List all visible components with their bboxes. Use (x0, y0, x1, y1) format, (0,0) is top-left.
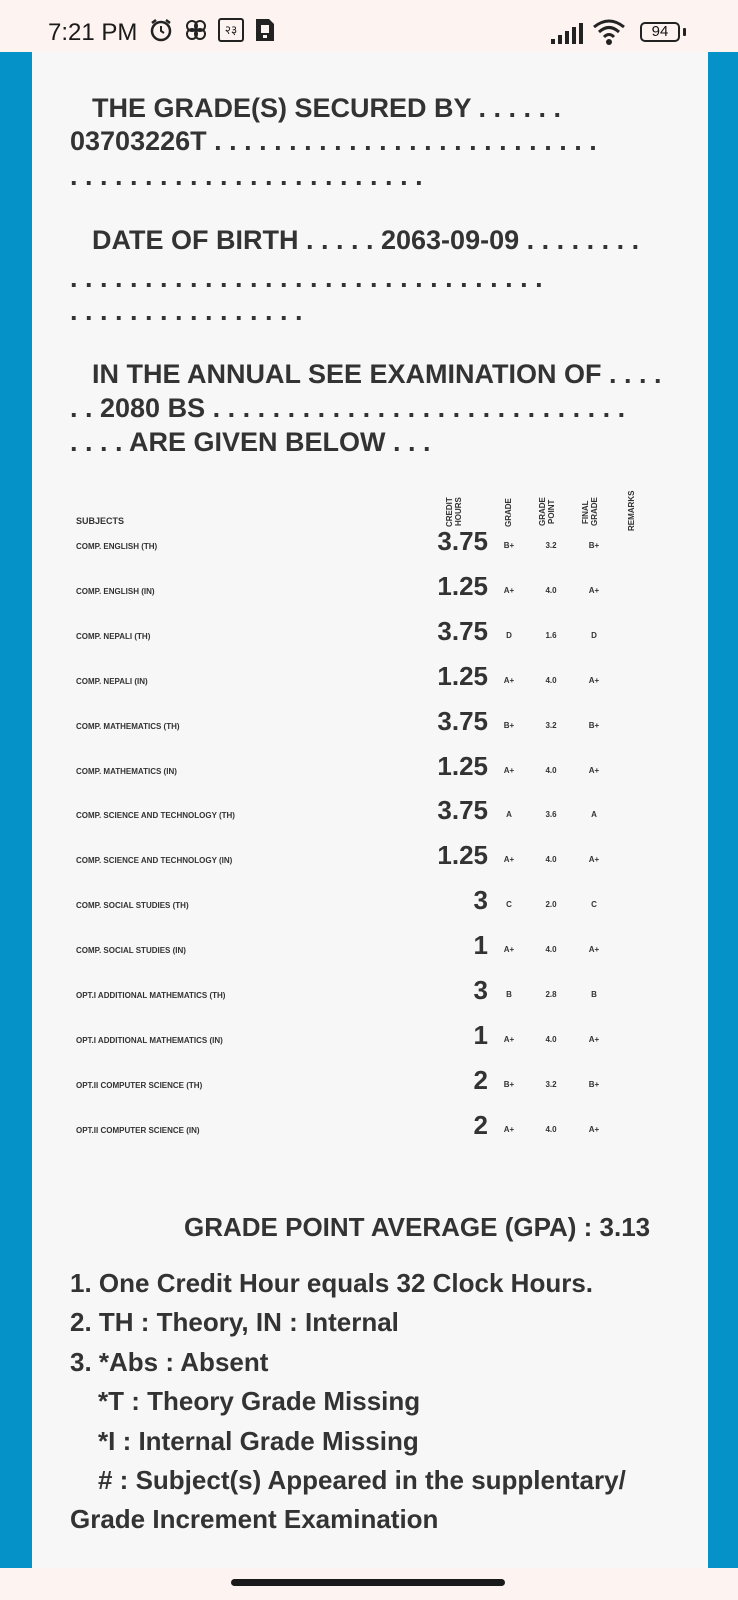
final-grade-cell: A+ (588, 765, 600, 775)
grade-cell: A+ (503, 765, 515, 775)
table-row (32, 750, 708, 799)
credit-hours-cell: 3.75 (437, 705, 488, 736)
pinwheel-icon (183, 17, 209, 43)
secured-by-line: THE GRADE(S) SECURED BY . . . . . . (92, 93, 562, 123)
status-time: 7:21 PM (48, 19, 138, 46)
grade-point-cell: 2.8 (545, 990, 557, 999)
header-grade: GRADE (504, 498, 513, 528)
credit-hours-cell: 3 (473, 975, 488, 1005)
dots-line: . . . . . . . . . . . . . . . . . . . . . . . . . . . . . . . . (70, 263, 543, 293)
subject-cell: COMP. ENGLISH (IN) (76, 586, 155, 596)
credit-hours-cell: 1 (473, 1019, 488, 1050)
date-of-birth-line: DATE OF BIRTH . . . . . 2063-09-09 . . . . . . . . (92, 225, 640, 255)
subject-cell: COMP. SCIENCE AND TECHNOLOGY (TH) (76, 811, 235, 821)
final-grade-cell: A+ (588, 675, 600, 685)
table-row (32, 570, 708, 619)
grade-point-cell: 4.0 (545, 675, 557, 685)
grade-point-cell: 4.0 (545, 1124, 557, 1134)
header-credit-hours: CREDIT HOURS (445, 497, 463, 527)
table-row (32, 1019, 708, 1068)
grade-cell: A+ (503, 1034, 515, 1044)
grade-point-cell: 4.0 (545, 855, 557, 865)
credit-hours-cell: 3 (473, 885, 488, 916)
grade-point-cell: 3.2 (545, 541, 557, 550)
final-grade-cell: B+ (588, 720, 600, 730)
gpa-summary: GRADE POINT AVERAGE (GPA) : 3.13 (184, 1212, 651, 1242)
credit-hours-cell: 1.25 (437, 660, 488, 691)
subject-cell: COMP. SOCIAL STUDIES (IN) (76, 946, 186, 956)
table-row (32, 885, 708, 933)
navigation-bar (0, 1568, 738, 1600)
subject-cell: COMP. NEPALI (TH) (76, 631, 151, 641)
signal-icon (551, 22, 585, 44)
note-3: 3. *Abs : Absent (70, 1347, 269, 1377)
grade-point-cell: 3.2 (545, 720, 557, 730)
note-grade-increment: Grade Increment Examination (70, 1504, 439, 1534)
final-grade-cell: D (591, 630, 597, 640)
table-row (32, 840, 708, 888)
final-grade-cell: B (591, 990, 597, 999)
grade-point-cell: 2.0 (545, 900, 557, 910)
header-remarks: REMARKS (627, 490, 636, 532)
subject-cell: OPT.II COMPUTER SCIENCE (IN) (76, 1125, 200, 1135)
header-final-grade: FINAL GRADE (581, 497, 599, 527)
symbol-number-line: 03703226T . . . . . . . . . . . . . . . . . . . . . . . . . . (70, 126, 597, 156)
note-1: 1. One Credit Hour equals 32 Clock Hours. (70, 1268, 594, 1298)
battery-nub (683, 28, 686, 36)
credit-hours-cell: 3.75 (437, 526, 488, 556)
subject-cell: COMP. SOCIAL STUDIES (TH) (76, 901, 189, 911)
table-row (32, 930, 708, 978)
credit-hours-cell: 2 (473, 1064, 488, 1095)
table-row (32, 615, 708, 664)
subject-cell: COMP. ENGLISH (TH) (76, 542, 158, 551)
header-grade-point: GRADE POINT (538, 497, 556, 527)
note-supplementary: # : Subject(s) Appeared in the supplentary/ (98, 1465, 626, 1495)
right-edge-bar (708, 52, 738, 1598)
credit-hours-cell: 1 (473, 930, 488, 961)
grade-cell: A (506, 810, 512, 820)
calendar-23-icon: २३ (218, 18, 244, 42)
table-row (32, 705, 708, 754)
grade-cell: B+ (503, 1079, 515, 1089)
grade-cell: A+ (503, 585, 515, 595)
final-grade-cell: A+ (588, 585, 600, 595)
credit-hours-cell: 3.75 (437, 795, 488, 826)
table-row (32, 795, 708, 843)
grade-cell: D (506, 630, 512, 640)
alarm-icon (148, 17, 174, 43)
grade-cell: A+ (503, 1124, 515, 1134)
subject-cell: OPT.I ADDITIONAL MATHEMATICS (IN) (76, 1035, 223, 1045)
sim-card-icon (254, 17, 276, 43)
grade-point-cell: 3.6 (545, 810, 557, 820)
final-grade-cell: A+ (588, 1124, 600, 1134)
result-document[interactable] (32, 52, 708, 1598)
final-grade-cell: B+ (588, 1079, 600, 1089)
table-row (32, 975, 708, 1023)
grade-cell: B+ (503, 541, 515, 550)
table-row (32, 660, 708, 709)
final-grade-cell: B+ (588, 541, 600, 550)
grade-point-cell: 4.0 (545, 765, 557, 775)
home-gesture-handle[interactable] (231, 1579, 505, 1586)
grade-point-cell: 4.0 (545, 1034, 557, 1044)
subject-cell: OPT.I ADDITIONAL MATHEMATICS (TH) (76, 991, 226, 1000)
exam-line: IN THE ANNUAL SEE EXAMINATION OF . . . . (92, 359, 662, 389)
grade-cell: A+ (503, 855, 515, 865)
subject-cell: COMP. NEPALI (IN) (76, 676, 148, 686)
grade-cell: B+ (503, 720, 515, 730)
grade-cell: A+ (503, 945, 515, 955)
table-row (32, 526, 708, 574)
dots-line: . . . . . . . . . . . . . . . . . . . . . . . . (70, 161, 423, 191)
table-row (32, 1109, 708, 1158)
given-below-line: . . . . ARE GIVEN BELOW . . . (70, 427, 431, 457)
final-grade-cell: A+ (588, 945, 600, 955)
credit-hours-cell: 3.75 (437, 615, 488, 646)
credit-hours-cell: 1.25 (437, 840, 488, 871)
final-grade-cell: A+ (588, 855, 600, 865)
final-grade-cell: C (591, 900, 597, 910)
grade-point-cell: 4.0 (545, 945, 557, 955)
dots-line: . . . . . . . . . . . . . . . . (70, 296, 303, 326)
status-bar (0, 0, 738, 58)
note-2: 2. TH : Theory, IN : Internal (70, 1307, 399, 1337)
credit-hours-cell: 2 (473, 1109, 488, 1140)
grade-cell: A+ (503, 675, 515, 685)
final-grade-cell: A+ (588, 1034, 600, 1044)
grade-point-cell: 4.0 (545, 585, 557, 595)
wifi-icon (592, 18, 626, 46)
battery-icon: 94 (640, 22, 680, 42)
note-internal-missing: *I : Internal Grade Missing (98, 1426, 419, 1456)
subject-cell: COMP. SCIENCE AND TECHNOLOGY (IN) (76, 856, 233, 866)
table-row (32, 1064, 708, 1113)
grade-point-cell: 1.6 (545, 630, 557, 640)
final-grade-cell: A (591, 810, 597, 820)
subject-cell: COMP. MATHEMATICS (IN) (76, 766, 177, 776)
header-subjects: SUBJECTS (76, 516, 125, 526)
exam-year-line: . . 2080 BS . . . . . . . . . . . . . . . . . . . . . . . . . . . . (70, 393, 626, 423)
grade-cell: C (506, 900, 512, 910)
note-theory-missing: *T : Theory Grade Missing (98, 1386, 421, 1416)
left-edge-bar (0, 52, 32, 1598)
credit-hours-cell: 1.25 (437, 570, 488, 601)
grade-cell: B (506, 990, 512, 999)
subject-cell: COMP. MATHEMATICS (TH) (76, 721, 180, 731)
credit-hours-cell: 1.25 (437, 750, 488, 781)
grade-point-cell: 3.2 (545, 1079, 557, 1089)
subject-cell: OPT.II COMPUTER SCIENCE (TH) (76, 1080, 203, 1090)
